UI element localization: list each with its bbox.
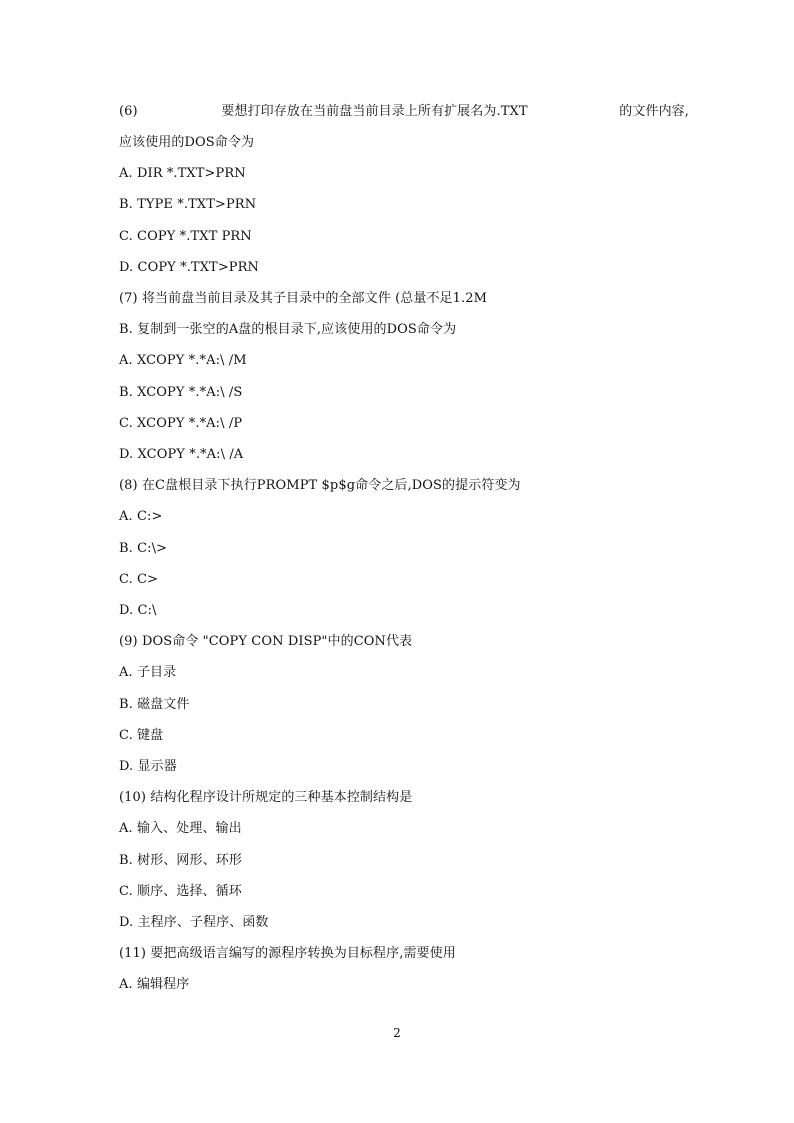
question-6-line-1 (119, 101, 689, 123)
question-6-line-2: 应该使用的DOS命令为 (119, 135, 255, 150)
question-11-text: (11) 要把高级语言编写的源程序转换为目标程序,需要使用 (119, 946, 456, 961)
question-6-number: (6) (119, 104, 138, 119)
question-8-option-b: B. C:\> (119, 541, 168, 556)
question-10-option-a: A. 输入、处理、输出 (119, 821, 242, 836)
question-8-option-c: C. C> (119, 572, 159, 587)
question-9-option-c: C. 键盘 (119, 728, 164, 743)
question-9-option-b: B. 磁盘文件 (119, 697, 190, 712)
question-10-option-d: D. 主程序、子程序、函数 (119, 915, 269, 930)
question-9-option-d: D. 显示器 (119, 759, 177, 774)
question-7-line-2: B. 复制到一张空的A盘的根目录下,应该使用的DOS命令为 (119, 322, 457, 337)
question-9-text: (9) DOS命令 "COPY CON DISP"中的CON代表 (119, 634, 413, 649)
question-7-option-a: A. XCOPY *.*A:\ /M (119, 353, 247, 368)
question-11-option-a: A. 编辑程序 (119, 977, 190, 992)
question-7-option-d: D. XCOPY *.*A:\ /A (119, 447, 244, 462)
question-6-option-d: D. COPY *.TXT>PRN (119, 260, 260, 275)
question-6-option-a: A. DIR *.TXT>PRN (119, 166, 246, 181)
question-6-option-c: C. COPY *.TXT PRN (119, 229, 252, 244)
question-10-text: (10) 结构化程序设计所规定的三种基本控制结构是 (119, 790, 413, 805)
page-number: 2 (393, 1026, 401, 1040)
question-7-option-b: B. XCOPY *.*A:\ /S (119, 385, 243, 400)
question-6-option-b: B. TYPE *.TXT>PRN (119, 197, 257, 212)
question-6-text-part-1: 要想打印存放在当前盘当前目录上所有扩展名为.TXT (221, 104, 528, 119)
question-10-option-c: C. 顺序、选择、循环 (119, 884, 242, 899)
question-10-option-b: B. 树形、网形、环形 (119, 853, 242, 868)
question-8-option-a: A. C:> (119, 509, 163, 524)
question-7-option-c: C. XCOPY *.*A:\ /P (119, 416, 243, 431)
question-9-option-a: A. 子目录 (119, 665, 177, 680)
question-8-text: (8) 在C盘根目录下执行PROMPT $p$g命令之后,DOS的提示符变为 (119, 478, 521, 493)
question-6-text-part-2: 的文件内容, (619, 104, 689, 119)
question-8-option-d: D. C:\ (119, 603, 157, 618)
question-7-line-1: (7) 将当前盘当前目录及其子目录中的全部文件 (总量不足1.2M (119, 291, 488, 306)
